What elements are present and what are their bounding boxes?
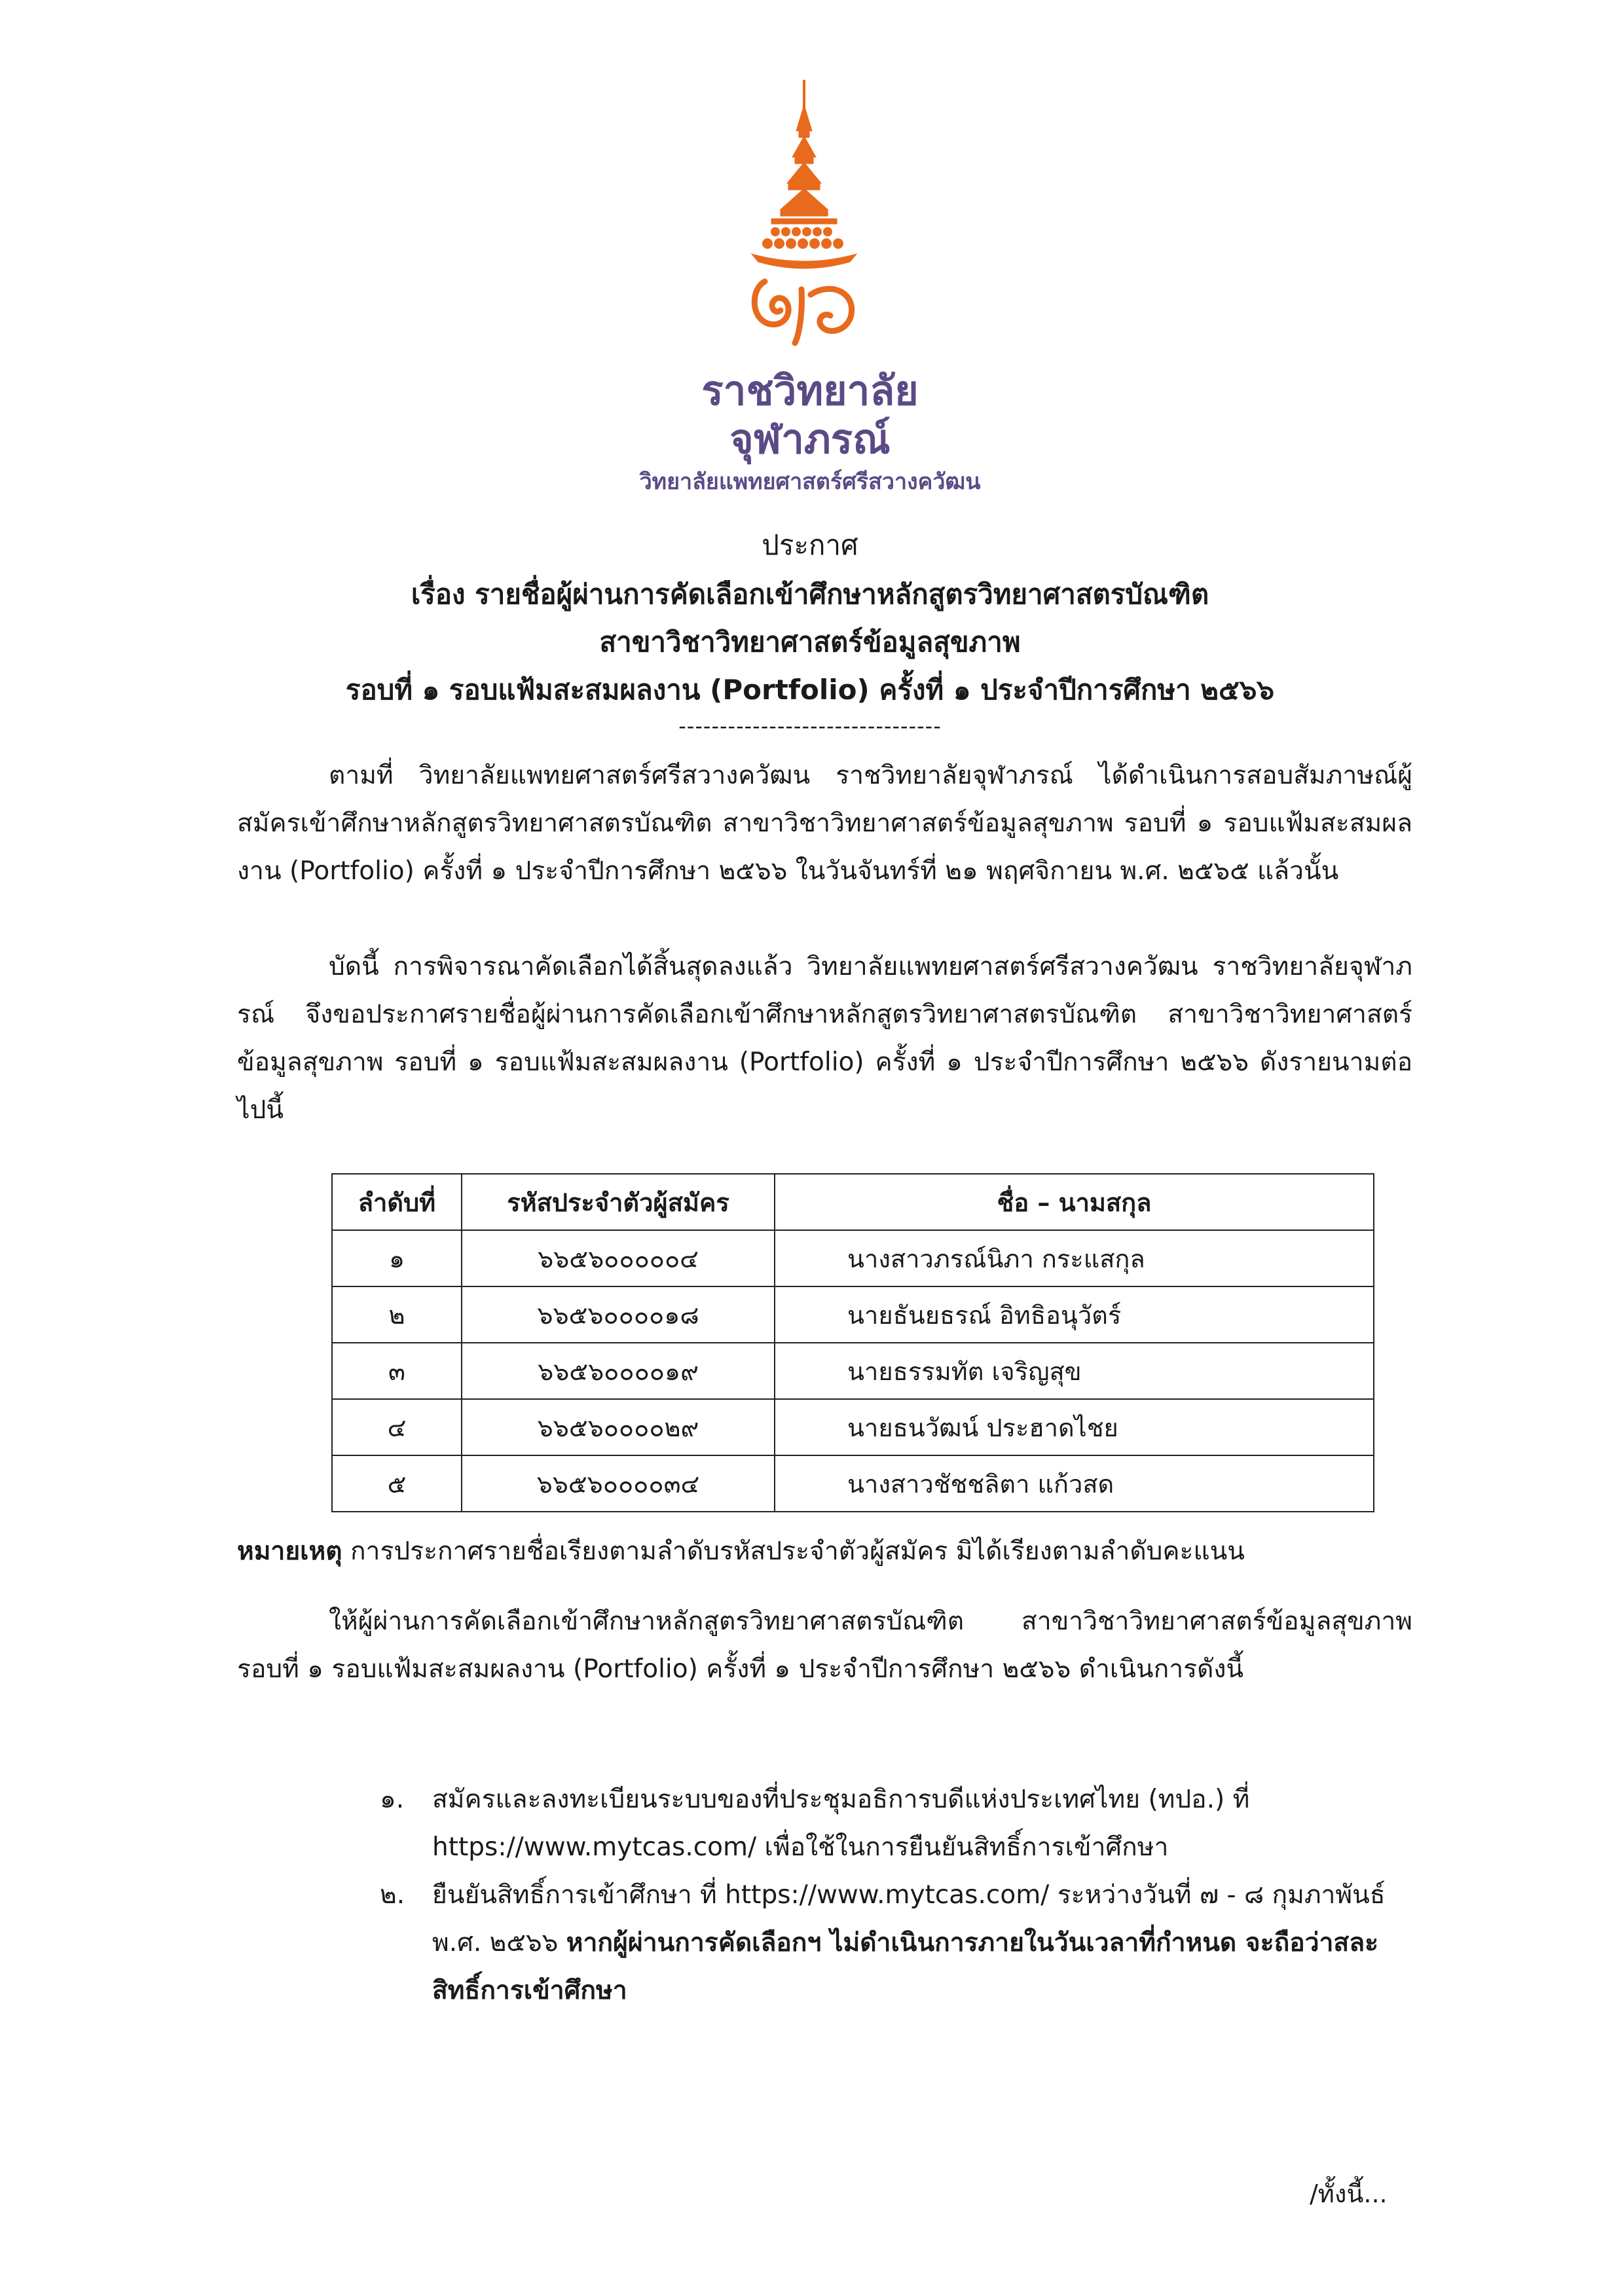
column-header-order: ลำดับที่ xyxy=(332,1174,462,1230)
list-item-text: ยืนยันสิทธิ์การเข้าศึกษา ที่ https://www.mytcas.com/ ระหว่างวันที่ ๗ - ๘ กุมภาพันธ์ พ.ศ. ๒๕๖๖ xyxy=(432,1880,1386,1958)
paragraph-instructions-text: ให้ผู้ผ่านการคัดเลือกเข้าศึกษาหลักสูตรวิทยาศาสตรบัณฑิต สาขาวิชาวิทยาศาสตร์ข้อมูลสุขภาพ รอบที่ ๑ รอบแฟ้มสะสมผลงาน (Portfolio) ครั้งที่ ๑ ประจำปีการศึกษา ๒๕๖๖ ดำเนินการดังนี้ xyxy=(237,1607,1412,1684)
header-separator: -------------------------------- xyxy=(678,714,942,738)
note-label: หมายเหตุ xyxy=(237,1537,342,1566)
cell-full-name: นายธันยธรณ์ อิทธิอนุวัตร์ xyxy=(775,1286,1374,1343)
cell-full-name: นางสาวชัชชลิตา แก้วสด xyxy=(775,1455,1374,1512)
institution-name-line1: ราชวิทยาลัย xyxy=(701,367,919,414)
list-item xyxy=(380,1871,1414,2014)
table-row xyxy=(332,1399,1374,1455)
cell-order: ๒ xyxy=(332,1286,462,1343)
cell-applicant-id: ๖๖๕๖๐๐๐๐๑๙ xyxy=(462,1343,775,1399)
paragraph-instructions xyxy=(237,1597,1412,1693)
cell-order: ๔ xyxy=(332,1399,462,1455)
announcement-round: รอบที่ ๑ รอบแฟ้มสะสมผลงาน (Portfolio) ครั้งที่ ๑ ประจำปีการศึกษา ๒๕๖๖ xyxy=(345,674,1275,706)
paragraph-result xyxy=(237,943,1412,1134)
list-item-number: ๒. xyxy=(380,1880,405,1910)
table-row xyxy=(332,1455,1374,1512)
paragraph-intro-text: ตามที่ วิทยาลัยแพทยศาสตร์ศรีสวางควัฒน ราชวิทยาลัยจุฬาภรณ์ ได้ดำเนินการสอบสัมภาษณ์ผู้สมัครเข้าศึกษาหลักสูตรวิทยาศาสตรบัณฑิต สาขาวิชาวิทยาศาสตร์ข้อมูลสุขภาพ รอบที่ ๑ รอบแฟ้มสะสมผลงาน (Portfolio) ครั้งที่ ๑ ประจำปีการศึกษา ๒๕๖๖ ในวันจันทร์ที่ ๒๑ พฤศจิกายน พ.ศ. ๒๕๖๕ แล้วนั้น xyxy=(237,761,1412,886)
cell-full-name: นางสาวภรณ์นิภา กระแสกุล xyxy=(775,1230,1374,1286)
list-item xyxy=(380,1776,1414,1871)
table-row xyxy=(332,1230,1374,1286)
list-item-warning: หากผู้ผ่านการคัดเลือกฯ ไม่ดำเนินการภายในวันเวลาที่กำหนด จะถือว่าสละสิทธิ์การเข้าศึกษา xyxy=(432,1928,1379,2005)
cell-applicant-id: ๖๖๕๖๐๐๐๐๐๔ xyxy=(462,1230,775,1286)
table-header-row xyxy=(332,1174,1374,1230)
list-item-text: สมัครและลงทะเบียนระบบของที่ประชุมอธิการบดีแห่งประเทศไทย (ทปอ.) ที่ https://www.mytcas.com/ เพื่อใช้ในการยืนยันสิทธิ์การเข้าศึกษา xyxy=(432,1785,1250,1862)
cell-full-name: นายธรรมทัต เจริญสุข xyxy=(775,1343,1374,1399)
faculty-name: วิทยาลัยแพทยศาสตร์ศรีสวางควัฒน xyxy=(639,469,981,495)
note xyxy=(237,1532,1416,1571)
cell-order: ๑ xyxy=(332,1230,462,1286)
paragraph-result-text: บัดนี้ การพิจารณาคัดเลือกได้สิ้นสุดลงแล้ว วิทยาลัยแพทยศาสตร์ศรีสวางควัฒน ราชวิทยาลัยจุฬาภรณ์ จึงขอประกาศรายชื่อผู้ผ่านการคัดเลือกเข้าศึกษาหลักสูตรวิทยาศาสตรบัณฑิต สาขาวิชาวิทยาศาสตร์ข้อมูลสุขภาพ รอบที่ ๑ รอบแฟ้มสะสมผลงาน (Portfolio) ครั้งที่ ๑ ประจำปีการศึกษา ๒๕๖๖ ดังรายนามต่อไปนี้ xyxy=(237,952,1412,1125)
cell-full-name: นายธนวัฒน์ ประฮาดไชย xyxy=(775,1399,1374,1455)
table-row xyxy=(332,1343,1374,1399)
selected-candidates-table xyxy=(331,1173,1374,1512)
continued-marker: /ทั้งนี้... xyxy=(1310,2179,1388,2208)
cell-order: ๓ xyxy=(332,1343,462,1399)
announcement-subject: เรื่อง รายชื่อผู้ผ่านการคัดเลือกเข้าศึกษาหลักสูตรวิทยาศาสตรบัณฑิต xyxy=(411,578,1209,610)
paragraph-intro xyxy=(237,752,1412,895)
column-header-full-name: ชื่อ – นามสกุล xyxy=(775,1174,1374,1230)
cell-applicant-id: ๖๖๕๖๐๐๐๐๓๔ xyxy=(462,1455,775,1512)
institution-name-line2: จุฬาภรณ์ xyxy=(729,415,891,463)
cell-order: ๕ xyxy=(332,1455,462,1512)
column-header-applicant-id: รหัสประจำตัวผู้สมัคร xyxy=(462,1174,775,1230)
royal-crown-emblem-icon xyxy=(739,79,870,354)
note-text: การประกาศรายชื่อเรียงตามลำดับรหัสประจำตัวผู้สมัคร มิได้เรียงตามลำดับคะแนน xyxy=(342,1537,1245,1566)
list-item-number: ๑. xyxy=(380,1785,405,1814)
cell-applicant-id: ๖๖๕๖๐๐๐๐๑๘ xyxy=(462,1286,775,1343)
table-row xyxy=(332,1286,1374,1343)
cell-applicant-id: ๖๖๕๖๐๐๐๐๒๙ xyxy=(462,1399,775,1455)
announcement-major: สาขาวิชาวิทยาศาสตร์ข้อมูลสุขภาพ xyxy=(599,626,1021,658)
announcement-title: ประกาศ xyxy=(762,529,858,561)
